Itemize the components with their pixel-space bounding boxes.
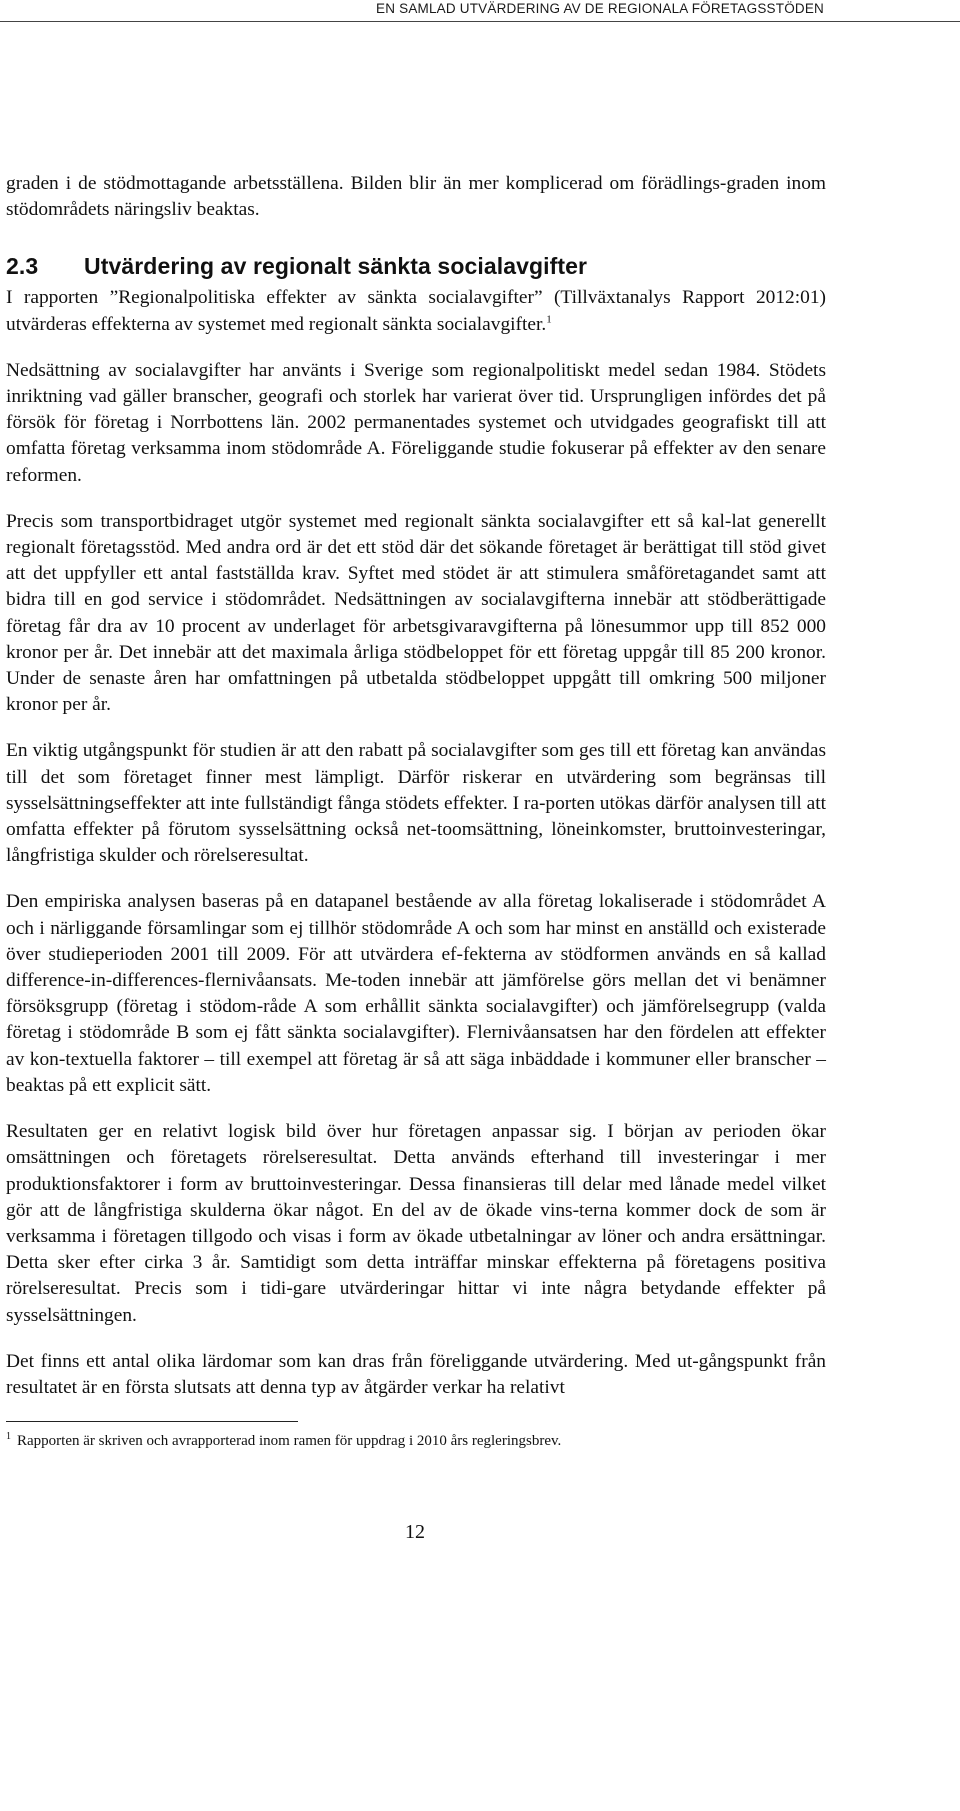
paragraph: Precis som transportbidraget utgör systemet med regionalt sänkta socialavgifter ett så kal-lat generellt regionalt företagsstöd. Med andra ord är det ett stöd där det sökande företaget är berättigat till stöd givet att det uppfyller ett antal fastställda krav. Syftet med stödet är att stimulera småföretagandet samt att bidra till en god service i stödområdet. Nedsättningen av socialavgifterna innebär att stödberättigade företag får dra av 10 procent av underlaget för arbetsgivaravgifterna på lönesummor upp till 852 000 kronor per år. Det innebär att det maximala årliga stödbeloppet för ett företag uppgår till 85 200 kronor. Under de senaste åren har omfattningen på utbetalda stödbeloppet uppgått till omkring 500 miljoner kronor per år.	[6, 510, 826, 716]
paragraph: Den empiriska analysen baseras på en datapanel bestående av alla företag lokaliserade i stödområdet A och i närliggande församlingar som ej tillhör stödområde A och som har minst en anställd och existerade över studieperioden 2001 till 2009. För att utvärdera ef-fekterna av stödformen används en så kallad difference-in-differences-flernivåansats. Me-toden innebär att jämförelse görs mellan det vi benämner försöksgrupp (företag i stödom-råde A som erhållit sänkta socialavgifter) och jämförelsegrupp (valda företag i stödområde B som ej fått sänkta socialavgifter). Flernivåansatsen har den fördelen att effekter av kon-textuella faktorer – till exempel att företag är så att säga inbäddade i kommuner eller branscher – beaktas på ett explicit sätt.	[6, 891, 826, 1096]
paragraph: Nedsättning av socialavgifter har använts i Sverige som regionalpolitiskt medel sedan 1984. Stödets inriktning vad gäller branscher, geografi och storlek har varierat över tid. Ursprungligen infördes det på försök för företag i Norrbottens län. 2002 permanentades systemet och utvidgades geografiskt till att omfatta företag verksamma inom stödområde A. Föreliggande studie fokuserar på effekter av den senare reformen.	[6, 359, 826, 486]
footnote-text: Rapporten är skriven och avrapporterad inom ramen för uppdrag i 2010 års regleringsbrev.	[17, 1433, 562, 1449]
section-heading	[6, 251, 826, 281]
footnote-separator	[6, 1421, 298, 1422]
header-rule	[0, 21, 960, 22]
paragraph: graden i de stödmottagande arbetsställena. Bilden blir än mer komplicerad om förädlings-graden inom stödområdets näringsliv beaktas.	[6, 173, 826, 221]
footnote-marker: 1	[6, 1431, 11, 1442]
section-title: Utvärdering av regionalt sänkta socialavgifter	[84, 253, 588, 280]
paragraph-text: I rapporten ”Regionalpolitiska effekter av sänkta socialavgifter” (Tillväxtanalys Rapport 2012:01) utvärderas effekterna av systemet med regionalt sänkta socialavgifter.	[6, 287, 826, 335]
section-number: 2.3	[6, 253, 39, 280]
footnote	[6, 1431, 826, 1451]
footnote-reference[interactable]: 1	[546, 313, 552, 326]
page-content	[6, 171, 826, 1401]
running-header: EN SAMLAD UTVÄRDERING AV DE REGIONALA FÖRETAGSSTÖDEN	[376, 1, 824, 16]
paragraph-with-footnote	[6, 285, 826, 337]
paragraph: Det finns ett antal olika lärdomar som kan dras från föreliggande utvärdering. Med ut-gångspunkt från resultatet är en första slutsats att denna typ av åtgärder verkar ha relativt	[6, 1350, 826, 1398]
page-number: 12	[405, 1521, 425, 1543]
paragraph: En viktig utgångspunkt för studien är att den rabatt på socialavgifter som ges till ett företag kan användas till det som företaget finner mest lämpligt. Därför riskerar en utvärdering som begränsas till sysselsättningseffekter att inte fullständigt fånga stödets effekter. I ra-porten utökas därför analysen till att omfatta effekter på förutom sysselsättning också net-toomsättning, löneinkomster, bruttoinvesteringar, långfristiga skulder och rörelseresultat.	[6, 740, 826, 867]
paragraph: Resultaten ger en relativt logisk bild över hur företagen anpassar sig. I början av perioden ökar omsättningen och företagets rörelseresultat. Detta används efterhand till investeringar i mer produktionsfaktorer i form av bruttoinvesteringar. Dessa finansieras till delar med lånade medel vilket gör att de långfristiga skulderna ökar något. En del av de ökade vins-terna kommer dock de som är verksamma i företagen tillgodo och visas i form av ökade utbetalningar av löner och andra ersättningar. Detta sker efter cirka 3 år. Samtidigt som detta inträffar minskar effekterna på företagens positiva rörelseresultat. Precis som i tidi-gare utvärderingar hittar vi inte några betydande effekter på sysselsättningen.	[6, 1121, 826, 1326]
